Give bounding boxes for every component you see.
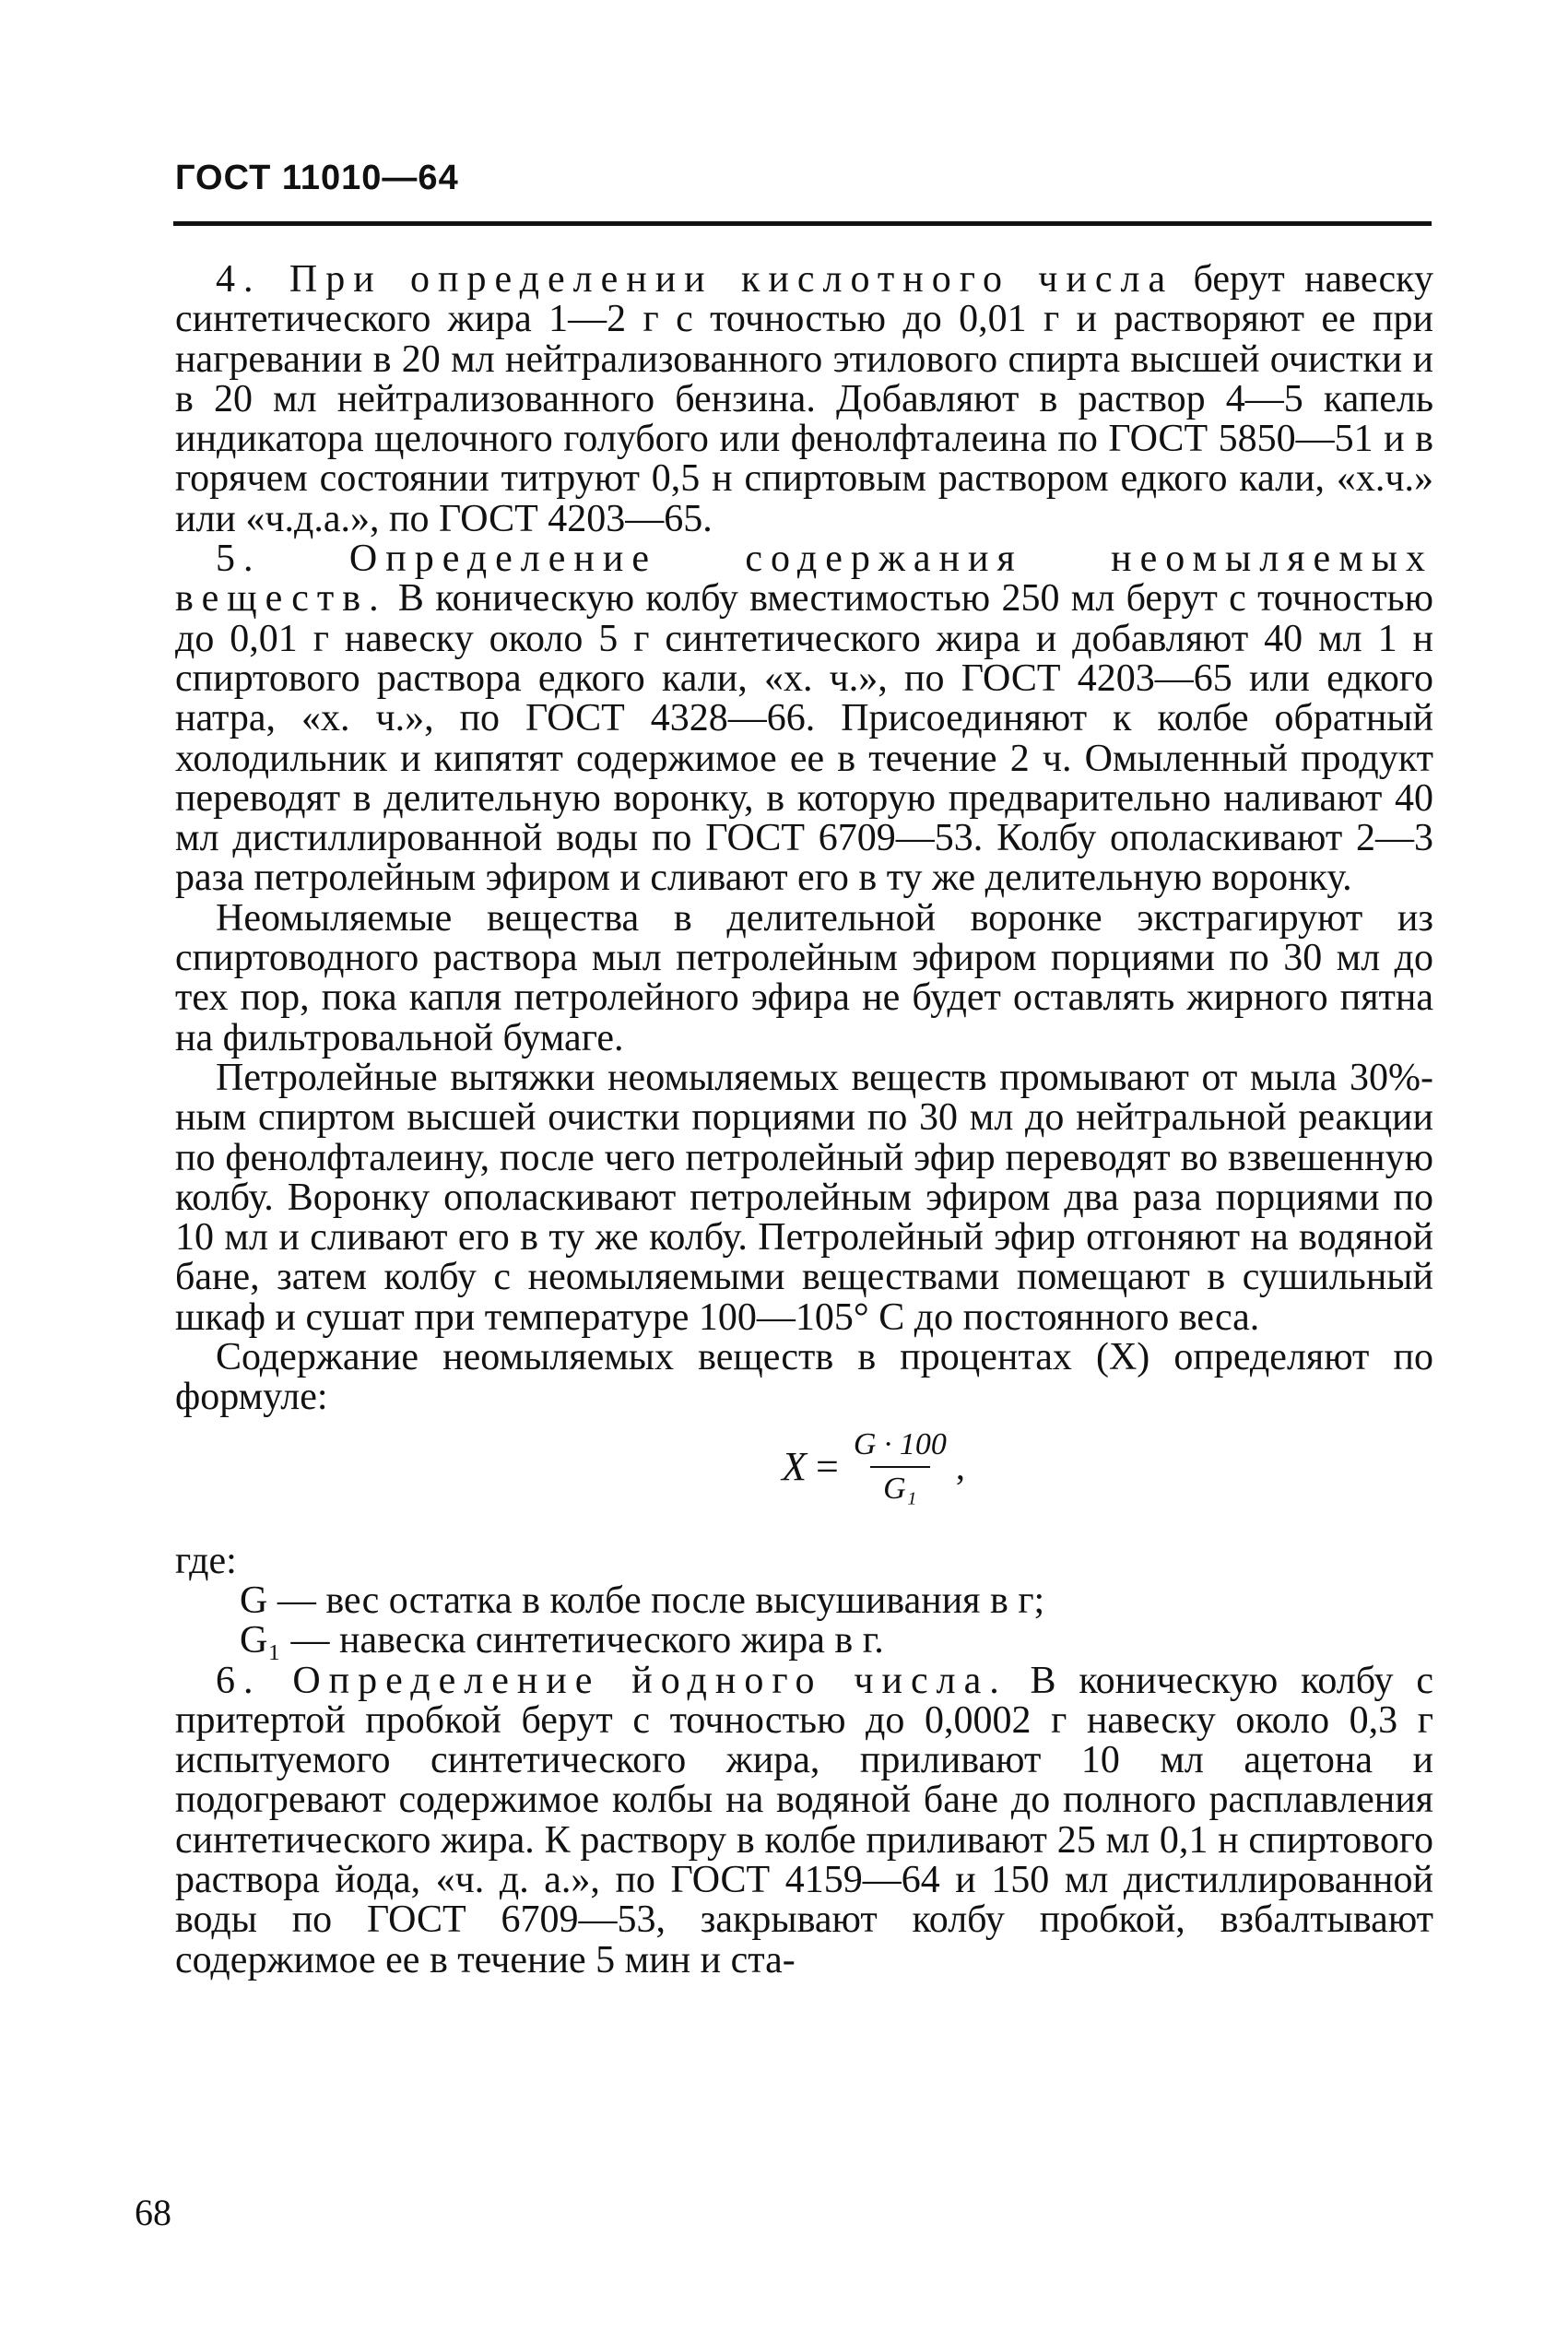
formula-fraction xyxy=(848,1424,952,1510)
paragraph-6-heading: 6. Определение йодного числа. xyxy=(216,1659,1008,1702)
formula-equals: = xyxy=(816,1443,839,1489)
paragraph-6 xyxy=(175,1659,1433,1981)
paragraph-6-text: В коническую колбу с притертой пробкой берут с точностью до 0,0002 г навеску около 0,3 г испытуемого синтетического жира, приливают 10 мл ацетона и подогревают содержимое колбы на водяной бане до полного расплавления синтетического жира. К раствору в колбе приливают 25 мл 0,1 н спиртового раствора йода, «ч. д. а.», по ГОСТ 4159—64 и 150 мл дистиллированной воды по ГОСТ 6709—53, закрывают колбу пробкой, взбалтывают содержимое ее в течение 5 мин и ста- xyxy=(175,1659,1433,1981)
paragraph-4-heading: 4. При определении кислотного числа xyxy=(216,258,1174,301)
paragraph-5-formula-intro: Содержание неомыляемых веществ в процентах (X) определяют по формуле: xyxy=(175,1336,1433,1419)
where-label: где: xyxy=(175,1539,237,1582)
formula-denominator: G₁ xyxy=(870,1466,929,1510)
header-rule xyxy=(173,221,1432,226)
paragraph-5-extraction: Неомыляемые вещества в делительной воронке экстрагируют из спиртоводного раствора мыл петролейным эфиром порциями по 30 мл до тех пор, пока капля петролейного эфира не будет оставлять жирного пятна на фильтровальной бумаге. xyxy=(175,896,1433,1059)
paragraph-5-heading: 5. Определение содержания неомыляемых веществ. xyxy=(175,538,1433,621)
paragraph-5-text: В коническую колбу вместимостью 250 мл берут с точностью до 0,01 г навеску около 5 г синтетического жира и добавляют 40 мл 1 н спиртового раствора едкого кали, «х. ч.», по ГОСТ 4203—65 или едкого натра, «х. ч.», по ГОСТ 4328—66. Присоединяют к колбе обратный холодильник и кипятят содержимое ее в течение 2 ч. Омыленный продукт переводят в делительную воронку, в которую предварительно наливают 40 мл дистиллированной воды по ГОСТ 6709—53. Колбу ополаскивают 2—3 раза петролейным эфиром и сливают его в ту же делительную воронку. xyxy=(175,577,1434,900)
document-header: ГОСТ 11010—64 xyxy=(175,159,459,197)
formula xyxy=(175,1424,1433,1542)
page-body xyxy=(175,260,1433,1981)
paragraph-5-washing: Петролейные вытяжки неомыляемых веществ промывают от мыла 30%-ным спиртом высшей очистки порциями по 30 мл до нейтральной реакции по фенолфталеину, после чего петролейный эфир переводят во взвешенную колбу. Воронку ополаскивают петролейным эфиром два раза порциями по 10 мл и сливают его в ту же колбу. Петролейный эфир отгоняют на водяной бане, затем колбу с неомыляемыми веществами помещают в сушильный шкаф и сушат при температуре 100—105° С до постоянного веса. xyxy=(175,1056,1433,1339)
paragraph-4-text: берут навеску синтетического жира 1—2 г с точностью до 0,01 г и растворяют ее при нагревании в 20 мл нейтрализованного этилового спирта высшей очистки и в 20 мл нейтрализованного бензина. Добавляют в раствор 4—5 капель индикатора щелочного голубого или фенолфталеина по ГОСТ 5850—51 и в горячем состоянии титруют 0,5 н спиртовым раствором едкого кали, «х.ч.» или «ч.д.а.», по ГОСТ 4203—65. xyxy=(175,258,1433,540)
formula-lhs: X xyxy=(782,1443,807,1489)
definition-g: G — вес остатка в колбе после высушивания в г; xyxy=(240,1579,1045,1622)
paragraph-4 xyxy=(175,260,1433,539)
paragraph-5 xyxy=(175,539,1433,899)
formula-numerator: G · 100 xyxy=(853,1426,947,1461)
definition-g1: G₁ — навеска синтетического жира в г. xyxy=(240,1619,884,1662)
formula-comma: , xyxy=(955,1445,965,1487)
page-number: 68 xyxy=(135,2192,171,2233)
